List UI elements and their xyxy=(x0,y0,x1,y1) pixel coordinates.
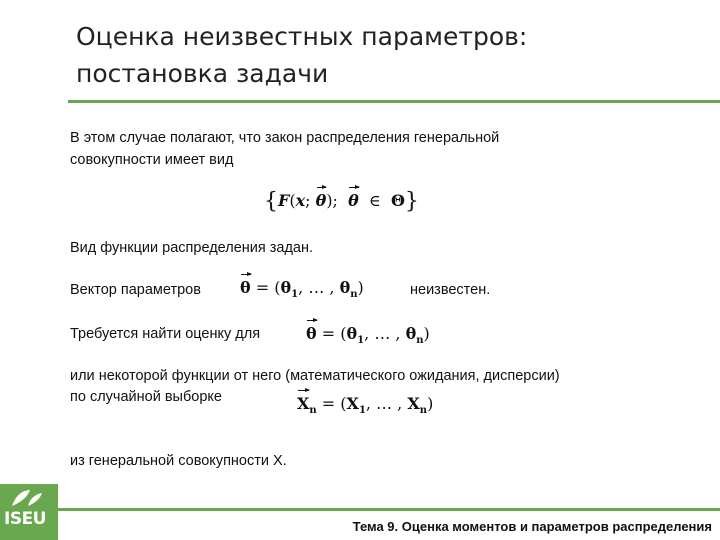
paragraph-5-line-2: по случайной выборке xyxy=(70,389,222,405)
paragraph-3-suffix: неизвестен. xyxy=(410,282,491,298)
paragraph-4-prefix: Требуется найти оценку для xyxy=(70,326,261,342)
formula-theta-vector-2: $\theta = (\theta_1$, … , $\theta_n$) xyxy=(306,324,430,347)
slide-title xyxy=(76,18,696,92)
paragraph-1-line-1: В этом случае полагают, что закон распределения генеральной xyxy=(70,130,500,146)
footer-caption: Тема 9. Оценка моментов и параметров распределения xyxy=(352,519,712,534)
paragraph-2: Вид функции распределения задан. xyxy=(70,240,314,256)
footer-divider xyxy=(58,508,720,511)
slide-title-line-1: Оценка неизвестных параметров: xyxy=(76,22,528,51)
paragraph-1-line-2: совокупности имеет вид xyxy=(70,152,234,168)
formula-theta-vector-1: $\theta = (\theta_1$, … , $\theta_n$) xyxy=(240,278,364,301)
leaf-icon xyxy=(10,488,44,508)
paragraph-6: из генеральной совокупности Х. xyxy=(70,453,287,469)
slide-title-line-2: постановка задачи xyxy=(76,59,329,88)
formula-distribution-family: {F(x; θ); θ ∈ Θ} xyxy=(264,189,419,214)
paragraph-5-line-1: или некоторой функции от него (математического ожидания, дисперсии) xyxy=(70,368,560,384)
formula-sample-vector: $X_n = (X_1$, … , $X_n$) xyxy=(297,394,434,417)
logo-text: ISEU xyxy=(4,509,46,529)
paragraph-3-prefix: Вектор параметров xyxy=(70,282,201,298)
title-divider xyxy=(68,100,720,103)
